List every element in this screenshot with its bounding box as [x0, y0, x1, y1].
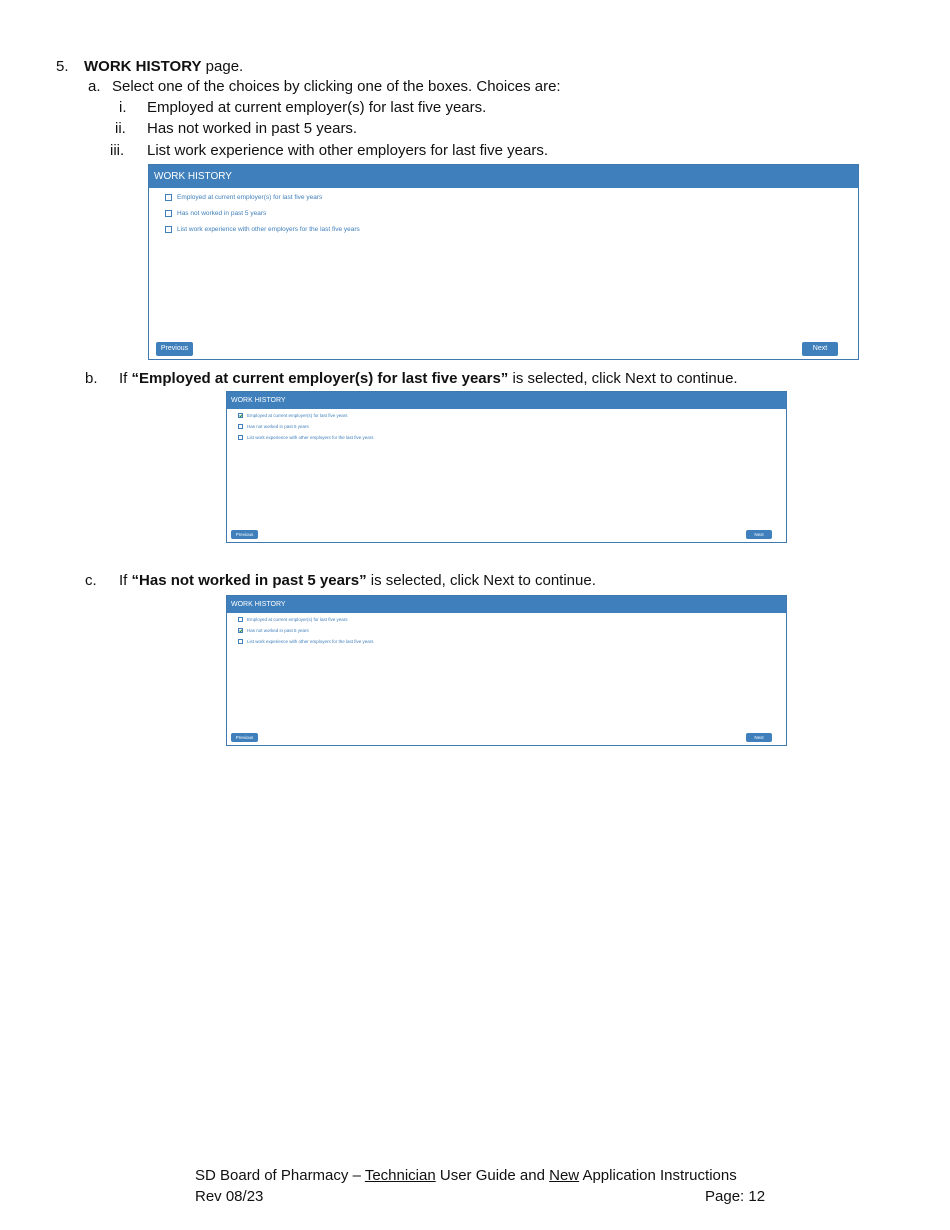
item-a-text: Select one of the choices by clicking one of the boxes. Choices are: [112, 78, 561, 95]
panel-header: WORK HISTORY [227, 392, 786, 409]
work-history-panel-1 [148, 164, 859, 360]
checkbox-list-experience[interactable] [238, 639, 243, 644]
checkbox-employed-current-checked[interactable] [238, 413, 243, 418]
choice-ii-text: Has not worked in past 5 years. [147, 120, 358, 137]
option-label: Has not worked in past 5 years [177, 210, 267, 217]
choice-i-marker: i. [119, 99, 127, 116]
footer-title [195, 1167, 737, 1185]
footer-title-part: User Guide and [435, 1167, 550, 1184]
option-not-worked[interactable] [238, 424, 309, 429]
item-b-marker: b. [85, 370, 98, 387]
checkbox-not-worked[interactable] [238, 424, 243, 429]
option-label: List work experience with other employers for the last five years [247, 639, 374, 644]
panel-header: WORK HISTORY [227, 596, 786, 613]
checkbox-list-experience[interactable] [238, 435, 243, 440]
option-label: Has not worked in past 5 years [247, 628, 309, 633]
option-employed-current[interactable] [238, 617, 348, 622]
next-button[interactable]: Next [746, 530, 772, 539]
footer-technician: Technician [364, 1167, 436, 1184]
item-b-bold: “Employed at current employer(s) for last five years” [131, 370, 509, 387]
option-label: Has not worked in past 5 years [247, 424, 309, 429]
next-button[interactable]: Next [746, 733, 772, 742]
choice-iii-marker: iii. [110, 142, 125, 159]
item-c-bold: “Has not worked in past 5 years” [131, 572, 367, 589]
panel-header: WORK HISTORY [149, 165, 858, 188]
item-b-text [119, 370, 738, 388]
footer-title-part: Application Instructions [579, 1167, 737, 1184]
item-a-marker: a. [88, 78, 101, 95]
option-employed-current[interactable] [238, 413, 348, 418]
previous-button[interactable]: Previous [231, 733, 258, 742]
option-label: Employed at current employer(s) for last five years [247, 617, 348, 622]
step-number: 5. [56, 58, 69, 75]
checkbox-employed-current[interactable] [238, 617, 243, 622]
checkbox-not-worked[interactable] [165, 210, 172, 217]
choice-i-text: Employed at current employer(s) for last five years. [147, 99, 487, 116]
option-list-experience[interactable] [238, 435, 374, 440]
step-title-bold: WORK HISTORY [84, 58, 202, 75]
work-history-panel-3 [226, 595, 787, 746]
item-b-prefix: If [119, 370, 132, 387]
option-not-worked[interactable] [238, 628, 309, 633]
option-employed-current[interactable] [165, 194, 322, 201]
previous-button[interactable]: Previous [156, 342, 193, 356]
option-label: List work experience with other employers for the last five years [177, 226, 360, 233]
step-title-rest: page. [201, 58, 244, 75]
previous-button[interactable]: Previous [231, 530, 258, 539]
checkbox-list-experience[interactable] [165, 226, 172, 233]
option-list-experience[interactable] [238, 639, 374, 644]
footer-page-number: Page: 12 [705, 1188, 766, 1205]
option-label: List work experience with other employers for the last five years [247, 435, 374, 440]
option-label: Employed at current employer(s) for last five years [177, 194, 323, 201]
step-title [84, 58, 243, 76]
checkbox-not-worked-checked[interactable] [238, 628, 243, 633]
choice-ii-marker: ii. [115, 120, 126, 137]
work-history-panel-2 [226, 391, 787, 543]
item-c-prefix: If [119, 572, 132, 589]
option-label: Employed at current employer(s) for last five years [247, 413, 348, 418]
option-list-experience[interactable] [165, 226, 360, 233]
item-c-text [119, 572, 596, 590]
footer-new: New [549, 1167, 580, 1184]
item-c-suffix: is selected, click Next to continue. [366, 572, 596, 589]
footer-title-part: SD Board of Pharmacy – [195, 1167, 365, 1184]
choice-iii-text: List work experience with other employers for last five years. [147, 142, 548, 159]
footer-revision: Rev 08/23 [195, 1188, 264, 1205]
next-button[interactable]: Next [802, 342, 838, 356]
item-c-marker: c. [85, 572, 97, 589]
option-not-worked[interactable] [165, 210, 266, 217]
checkbox-employed-current[interactable] [165, 194, 172, 201]
item-b-suffix: is selected, click Next to continue. [508, 370, 738, 387]
